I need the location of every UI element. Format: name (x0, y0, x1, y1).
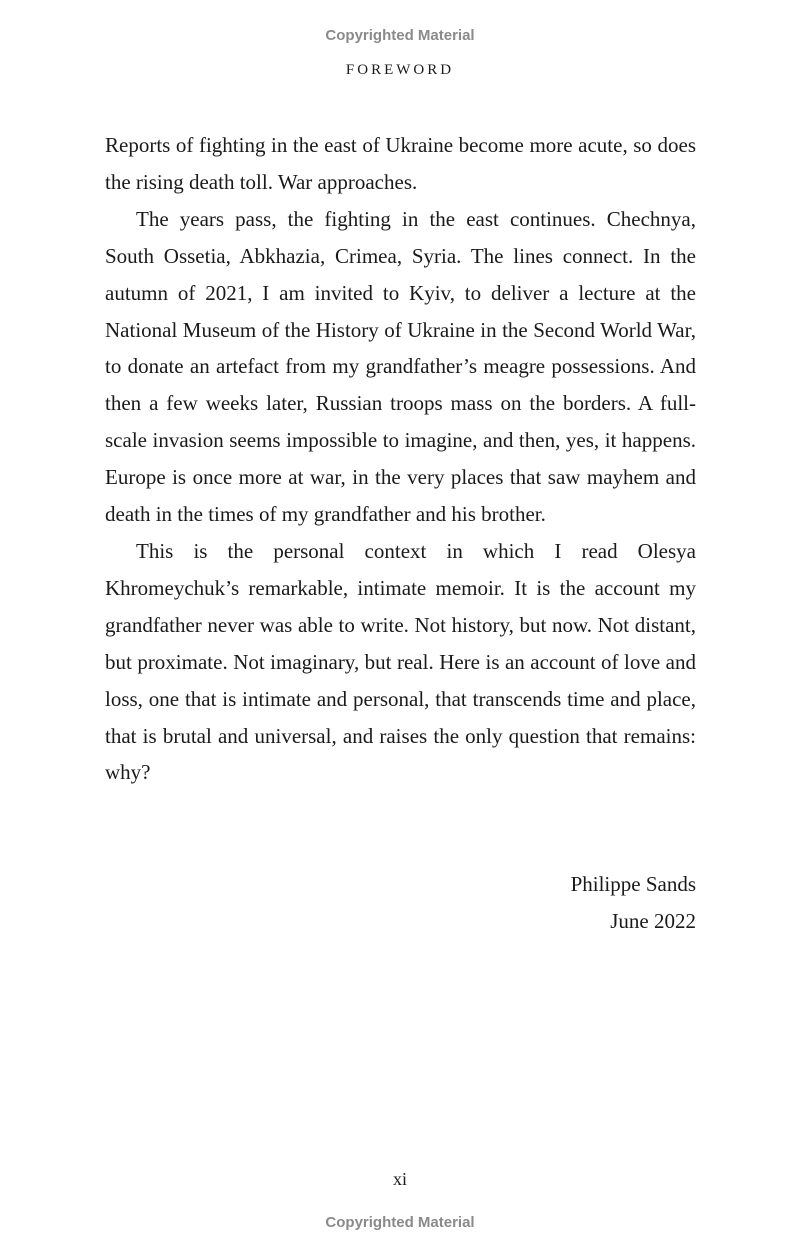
body-text (105, 127, 696, 791)
running-head: FOREWORD (345, 62, 455, 78)
copyright-watermark-top: Copyrighted Material (325, 27, 475, 44)
copyright-watermark-bottom: Copyrighted Material (325, 1214, 475, 1231)
signature-date: June 2022 (610, 909, 696, 933)
paragraph-continuation: Reports of fighting in the east of Ukraine become more acute, so does the rising death toll. War approaches. (105, 133, 696, 194)
paragraph: The years pass, the fighting in the east continues. Chechnya, South Ossetia, Abkhazia, Crimea, Syria. The lines connect. In the autumn of 2021, I am invited to Kyiv, to deliver a lecture at the National Museum of the History of Ukraine in the Second World War, to donate an artefact from my grandfather’s meagre possessions. And then a few weeks later, Russian troops mass on the borders. A full-scale invasion seems impossible to imagine, and then, yes, it happens. Europe is once more at war, in the very places that saw mayhem and death in the times of my grandfather and his brother. (105, 206, 696, 527)
page-number: xi (392, 1169, 407, 1189)
signature-author: Philippe Sands (570, 872, 696, 896)
paragraph: This is the personal context in which I read Olesya Khromeychuk’s remarkable, intimate memoir. It is the account my grandfather never was able to write. Not history, but now. Not distant, but proximate. Not imaginary, but real. Here is an account of love and loss, one that is intimate and personal, that transcends time and place, that is brutal and universal, and raises the only question that remains: why? (105, 538, 696, 785)
signature-block (571, 866, 696, 940)
